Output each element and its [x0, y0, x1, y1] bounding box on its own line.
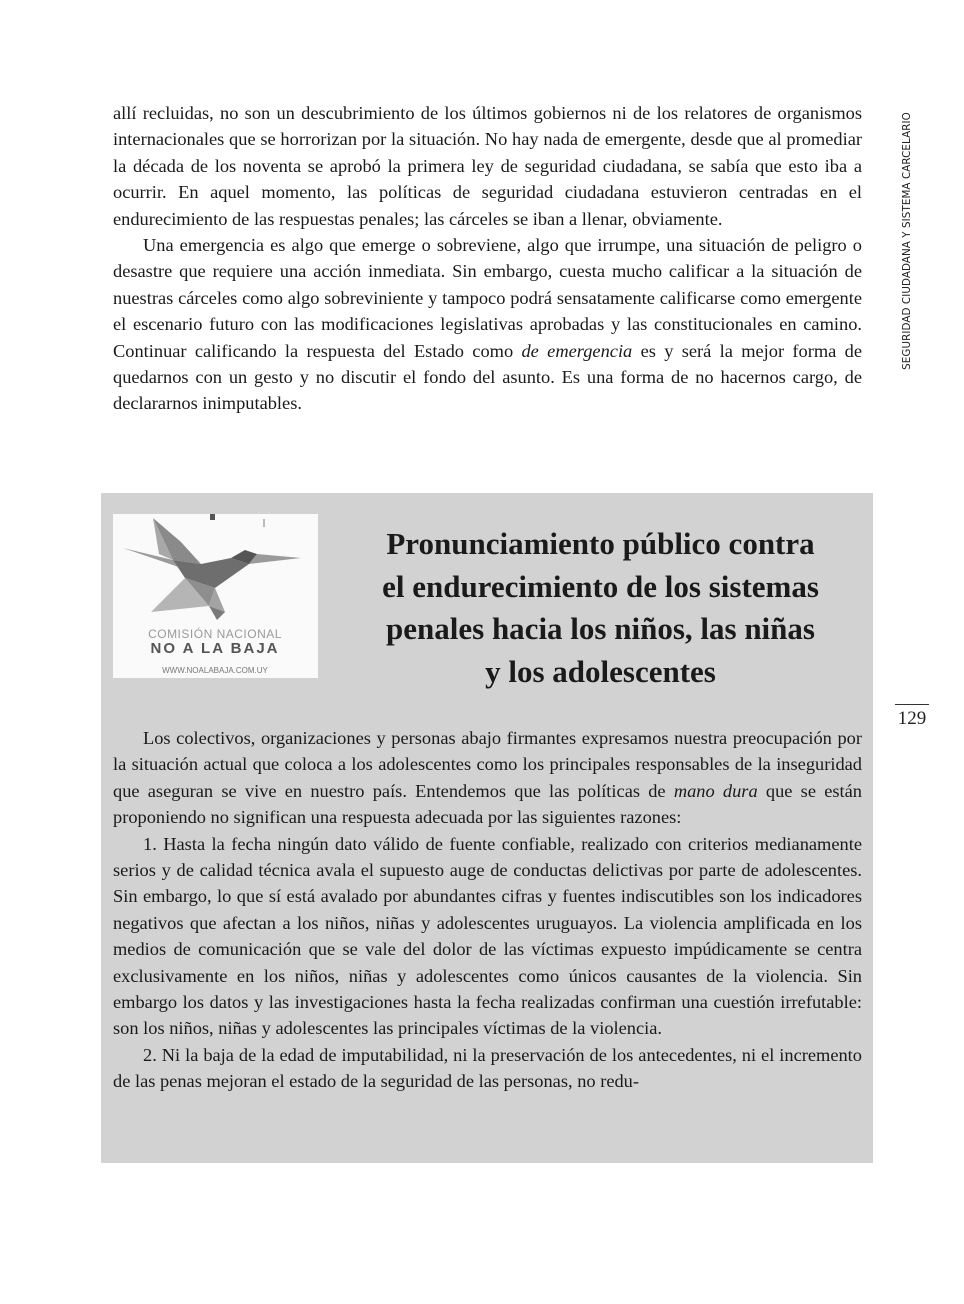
logo-slogan: NO A LA BAJA — [150, 640, 280, 657]
paragraph-emergency — [113, 232, 862, 417]
statement-text — [113, 725, 862, 1095]
running-head — [895, 100, 919, 382]
paragraph-point-1: 1. Hasta la fecha ningún dato válido de fuente confiable, realizado con criterios medianamente serios y de calidad técnica avala el supuesto auge de conductas delictivas por parte de adolescentes. Sin embargo, lo que sí está avalado por abundantes cifras y fuentes indiscutibles son los indicadores negativos que afectan a los niños, niñas y adolescentes uruguayos. La violencia amplificada en los medios de comunicación que se vale del dolor de las víctimas expuesto impúdicamente se centra exclusivamente en los niños, niñas y adolescentes como únicos causantes de la violencia. Sin embargo los datos y las investigaciones hasta la fecha realizadas confirman una cuestión irrefutable: son los niños, niñas y adolescentes las principales víctimas de la violencia. — [113, 833, 862, 1039]
logo-text: COMISIÓN NACIONAL — [148, 627, 282, 641]
paragraph-point-2: 2. Ni la baja de la edad de imputabilidad, ni la preservación de los antecedentes, ni el incremento de las penas mejoran el estado de la seguridad de las personas, no redu- — [113, 1044, 862, 1092]
italic-phrase: mano dura — [673, 780, 758, 801]
body-text — [113, 100, 862, 417]
text-run: Los colectivos, organizaciones y personas abajo firmantes expresamos nuestra preocupación por la situación actual que coloca a los adolescentes como los principales responsables de la inseguridad que aseguran se vive en nuestro país. Entendemos que las políticas de — [113, 728, 862, 801]
paragraph-intro — [113, 725, 862, 831]
paragraph-prisons: allí recluidas, no son un descubrimiento de los últimos gobiernos ni de los relatores de organismos internacionales que se horrorizan por la situación. No hay nada de emergente, desde que al promediar la década de los noventa se aprobó la primera ley de seguridad ciudadana, se sabía que esto iba a ocurrir. En aquel momento, las políticas de seguridad ciudadana estuvieron centradas en el endurecimiento de las respuestas penales; las cárceles se iban a llenar, obviamente. — [113, 103, 862, 229]
statement-box — [101, 493, 873, 1163]
hummingbird-icon — [113, 514, 318, 634]
page-number: 129 — [897, 708, 927, 729]
logo-url: WWW.NOALABAJA.COM.UY — [162, 666, 268, 675]
italic-phrase: de emergencia — [521, 340, 633, 361]
running-head-text: SEGURIDAD CIUDADANA Y SISTEMA CARCELARIO — [901, 112, 914, 370]
page-number-rule — [895, 704, 929, 705]
text-run: que se están proponiendo no significan una respuesta adecuada por las siguientes razones: — [113, 780, 863, 828]
statement-title: Pronunciamiento público contra el endurecimiento de los sistemas penales hacia los niños, las niñas y los adolescentes — [382, 526, 819, 689]
campaign-logo — [113, 514, 318, 678]
text-run: Una emergencia es algo que emerge o sobreviene, algo que irrumpe, una situación de peligro o desastre que requiere una acción inmediata. Sin embargo, cuesta mucho calificar a la situación de nuestras cárceles como algo sobreviniente y tampoco podrá sensatamente calificarse como emergente el escenario futuro con las modificaciones legislativas aprobadas y las constitucionales en camino. Continuar calificando la respuesta del Estado como — [113, 235, 862, 361]
text-run: es y será la mejor forma de quedarnos con un gesto y no discutir el fondo del asunto. Es una forma de no hacernos cargo, de declararnos inimputables. — [113, 340, 862, 414]
